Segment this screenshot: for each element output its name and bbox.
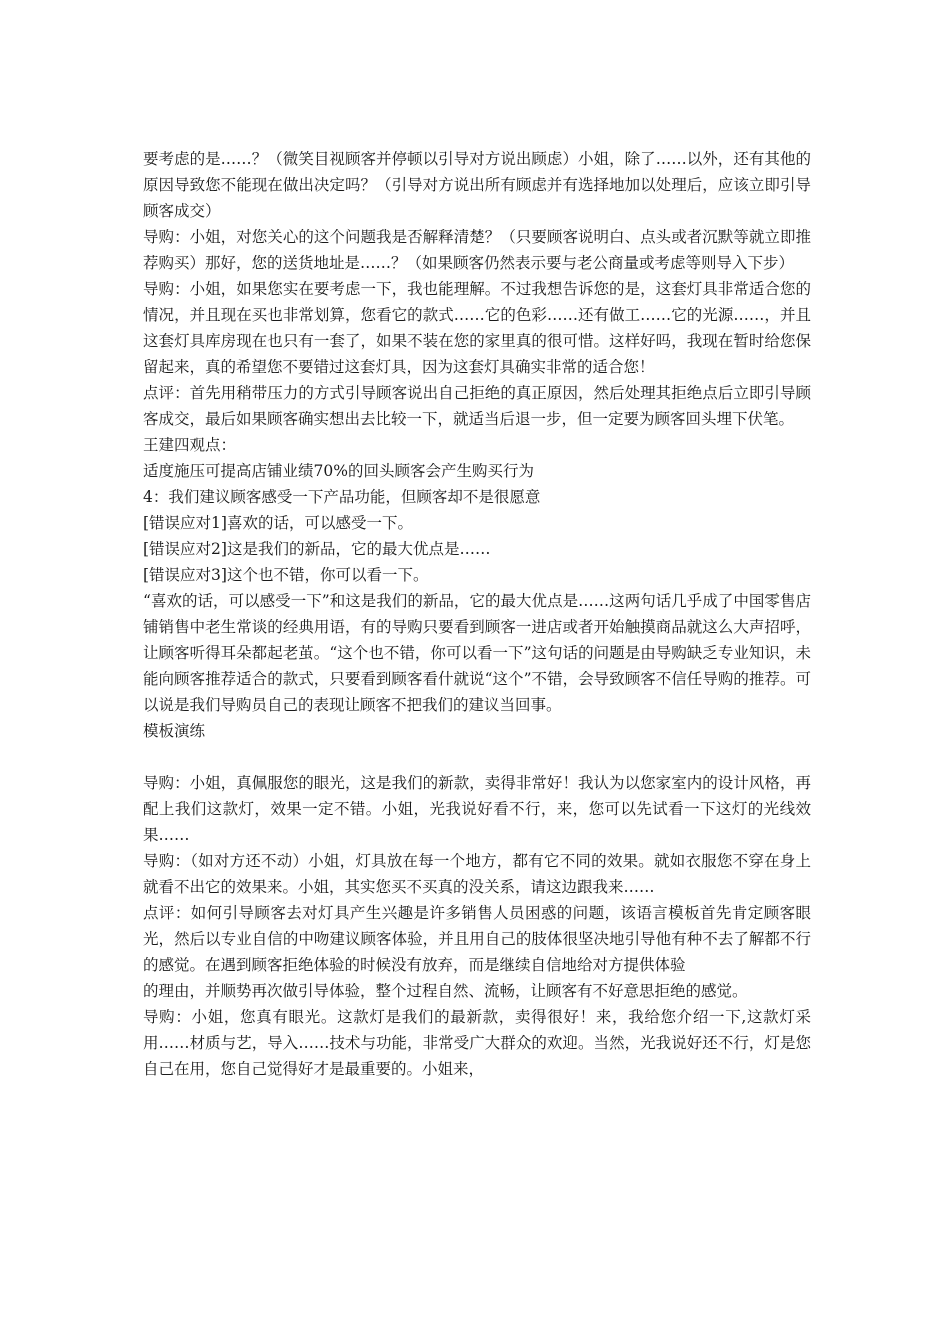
paragraph: [错误应对1]喜欢的话，可以感受一下。 (143, 514, 413, 532)
section-heading: 模板演练 (143, 722, 206, 740)
paragraph: 适度施压可提高店铺业绩70%的回头顾客会产生购买行为 (143, 462, 534, 480)
paragraph: [错误应对2]这是我们的新品，它的最大优点是…… (143, 540, 491, 558)
paragraph: 4：我们建议顾客感受一下产品功能，但顾客却不是很愿意 (143, 488, 541, 506)
document-body (143, 146, 811, 1082)
paragraph: 导购：小姐，您真有眼光。这款灯是我们的最新款，卖得很好！来，我给您介绍一下,这款灯采用……材质与艺，导入……技术与功能，非常受广大群众的欢迎。当然，光我说好还不行，灯是您自己在用，您自己觉得好才是最重要的。小姐来， (143, 1008, 811, 1078)
paragraph: 点评：如何引导顾客去对灯具产生兴趣是许多销售人员困惑的问题，该语言模板首先肯定顾客眼光，然后以专业自信的中吻建议顾客体验，并且用自己的肢体很坚决地引导他有种不去了解都不行的感觉。在遇到顾客拒绝体验的时候没有放弃，而是继续自信地给对方提供体验 (143, 904, 811, 974)
paragraph: 导购：（如对方还不动）小姐，灯具放在每一个地方，都有它不同的效果。就如衣服您不穿在身上就看不出它的效果来。小姐，其实您买不买真的没关系，请这边跟我来…… (143, 852, 811, 896)
paragraph: “喜欢的话，可以感受一下”和这是我们的新品，它的最大优点是……这两句话几乎成了中国零售店铺销售中老生常谈的经典用语，有的导购只要看到顾客一进店或者开始触摸商品就这么大声招呼，让顾客听得耳朵都起老茧。“这个也不错，你可以看一下”这句话的问题是由导购缺乏专业知识，未能向顾客推荐适合的款式，只要看到顾客看什就说“这个”不错，会导致顾客不信任导购的推荐。可以说是我们导购员自己的表现让顾客不把我们的建议当回事。 (143, 592, 811, 714)
paragraph: 要考虑的是……？（微笑目视顾客并停顿以引导对方说出顾虑）小姐，除了……以外，还有其他的原因导致您不能现在做出决定吗？（引导对方说出所有顾虑并有选择地加以处理后，应该立即引导顾客成交） (143, 150, 811, 220)
paragraph: 点评：首先用稍带压力的方式引导顾客说出自己拒绝的真正原因，然后处理其拒绝点后立即引导顾客成交，最后如果顾客确实想出去比较一下，就适当后退一步，但一定要为顾客回头埋下伏笔。 (143, 384, 811, 428)
blank-line (143, 744, 811, 770)
paragraph: 导购：小姐，对您关心的这个问题我是否解释清楚？（只要顾客说明白、点头或者沉默等就立即推荐购买）那好，您的送货地址是……？（如果顾客仍然表示要与老公商量或考虑等则导入下步） (143, 228, 811, 272)
section-heading: 王建四观点： (143, 436, 237, 454)
paragraph: 导购：小姐，如果您实在要考虑一下，我也能理解。不过我想告诉您的是，这套灯具非常适合您的情况，并且现在买也非常划算，您看它的款式……它的色彩……还有做工……它的光源……，并且这套灯具库房现在也只有一套了，如果不装在您的家里真的很可惜。这样好吗，我现在暂时给您保留起来，真的希望您不要错过这套灯具，因为这套灯具确实非常的适合您！ (143, 280, 811, 376)
paragraph: [错误应对3]这个也不错，你可以看一下。 (143, 566, 429, 584)
paragraph: 导购：小姐，真佩服您的眼光，这是我们的新款，卖得非常好！我认为以您家室内的设计风格，再配上我们这款灯，效果一定不错。小姐，光我说好看不行，来，您可以先试看一下这灯的光线效果…… (143, 774, 811, 844)
paragraph: 的理由，并顺势再次做引导体验，整个过程自然、流畅，让顾客有不好意思拒绝的感觉。 (143, 982, 748, 1000)
